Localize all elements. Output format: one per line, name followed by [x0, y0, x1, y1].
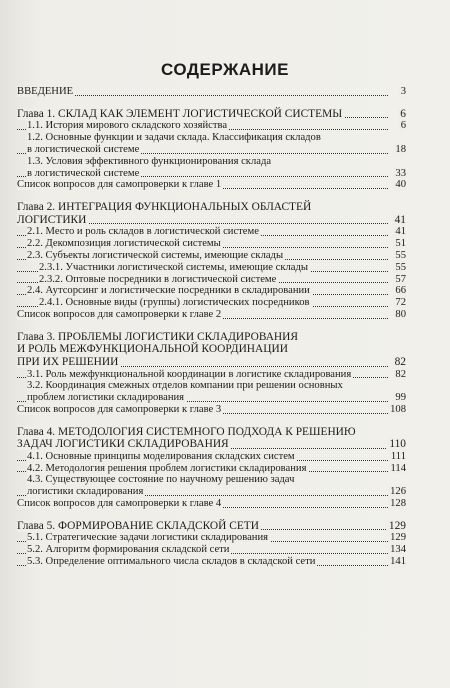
toc-entry-text: 4.3. Существующее состояние по научному решению задач [27, 474, 295, 486]
toc-entry-page: 51 [395, 238, 406, 250]
toc-entry-text: Список вопросов для самопроверки к главе 3 [17, 403, 222, 415]
toc-entry-text: 4.1. Основные принципы моделирования складских систем [27, 450, 295, 462]
toc-entry [17, 486, 406, 498]
toc-entry-page: 111 [390, 450, 406, 462]
toc-entry-page: 108 [390, 403, 406, 415]
toc-entry-page: 40 [395, 179, 406, 191]
toc-entry-text: 2.3. Субъекты логистической системы, имеющие склады [27, 249, 284, 261]
chapter-heading [17, 108, 406, 121]
toc-entry-page: 18 [395, 143, 406, 155]
toc-entry-text: 1.2. Основные функции и задачи склада. Классификация складов [27, 132, 321, 144]
toc-entry [17, 250, 406, 262]
toc-entry-text: ПРИ ИХ РЕШЕНИИ [17, 355, 119, 368]
toc-entry-text: 5.2. Алгоритм формирования складской сети [27, 544, 230, 556]
toc-entry-page: 41 [394, 213, 406, 226]
toc-entry-page: 134 [390, 544, 406, 556]
toc-entry-page: 55 [395, 261, 406, 273]
toc-entry-page: 110 [389, 438, 406, 451]
toc-entry-page: 141 [390, 556, 406, 568]
toc-entry-text: 5.3. Определение оптимального числа складов в складской сети [27, 556, 316, 568]
toc-entry [17, 369, 406, 381]
toc-entry [17, 544, 406, 556]
toc-entry-text: проблем логистики складирования [27, 392, 185, 404]
toc-entry-text: ВВЕДЕНИЕ [17, 86, 74, 97]
toc-entry [17, 226, 406, 238]
toc-entry-text: 5.1. Стратегические задачи логистики складирования [27, 532, 268, 544]
chapter-heading [17, 214, 406, 227]
toc-entry-text: логистики складирования [27, 486, 144, 498]
toc-entry [17, 120, 406, 132]
toc-entry [17, 392, 406, 404]
toc-entry-text: в логистической системе [27, 167, 140, 179]
toc-entry-text: Список вопросов для самопроверки к главе 4 [17, 498, 222, 510]
toc-entry-text: 2.4. Аутсорсинг и логистические посредники в складировании [27, 285, 310, 297]
toc-entry-page: 3 [400, 86, 406, 97]
toc-entry [17, 297, 406, 309]
toc-entry-page: 128 [390, 498, 406, 510]
chapter-heading [17, 331, 406, 344]
chapter-heading [17, 201, 406, 214]
toc-entry-text: 2.4.1. Основные виды (группы) логистических посредников [39, 297, 310, 309]
toc-entry [17, 179, 406, 191]
toc-entry [17, 144, 406, 156]
toc-entry [17, 168, 406, 180]
chapter-heading [17, 520, 406, 533]
toc-entry-page: 126 [390, 486, 406, 498]
chapter-block [17, 331, 406, 416]
chapter-block [17, 201, 406, 321]
toc-entry-page: 99 [395, 392, 406, 404]
toc-entry [17, 285, 406, 297]
toc-entry-text: 3.1. Роль межфункциональной координации в логистике складирования [27, 368, 352, 380]
toc-entry [17, 404, 406, 416]
toc-entry-text: Список вопросов для самопроверки к главе 1 [17, 179, 222, 191]
toc-entry-text: 2.1. Место и роль складов в логистической системе [27, 226, 259, 238]
toc-entry [17, 156, 406, 168]
chapter-heading [17, 356, 406, 369]
toc-entry-text: Глава 3. ПРОБЛЕМЫ ЛОГИСТИКИ СКЛАДИРОВАНИЯ [17, 330, 298, 343]
toc-entry-text: 2.3.2. Оптовые посредники в логистической системе [39, 273, 277, 285]
chapter-block [17, 426, 406, 510]
page-title: СОДЕРЖАНИЕ [161, 60, 289, 79]
toc-entry [17, 474, 406, 486]
toc-entry-text: Глава 4. МЕТОДОЛОГИЯ СИСТЕМНОГО ПОДХОДА К РЕШЕНИЮ [17, 425, 356, 438]
toc-entry [17, 451, 406, 463]
toc-entry-page: 33 [395, 167, 406, 179]
toc-entry-page: 114 [390, 462, 406, 474]
toc-entry-text: 2.2. Декомпозиция логистической системы [27, 238, 221, 250]
toc-entry-page: 6 [400, 120, 406, 132]
toc-entry-text: 1.1. История мирового складского хозяйства [27, 120, 228, 132]
toc-entry [17, 309, 406, 321]
toc-entry [17, 262, 406, 274]
toc-entry [17, 380, 406, 392]
toc-entry-text: 1.3. Условия эффективного функционирования склада [27, 155, 272, 167]
chapter-heading [17, 426, 406, 439]
toc-entry-page: 129 [390, 532, 406, 544]
toc-entry-page: 41 [395, 226, 406, 238]
chapter-block [17, 108, 406, 191]
toc-entry-text: Список вопросов для самопроверки к главе 2 [17, 308, 222, 320]
toc-entry [17, 132, 406, 144]
toc-entry-page: 6 [400, 107, 406, 120]
toc-entry-text: ЛОГИСТИКИ [17, 213, 87, 226]
toc-entry-page: 82 [394, 355, 406, 368]
chapter-block [17, 520, 406, 568]
toc-entry-page: 55 [395, 249, 406, 261]
table-of-contents [17, 86, 406, 568]
toc-entry-text: Глава 2. ИНТЕГРАЦИЯ ФУНКЦИОНАЛЬНЫХ ОБЛАСТЕЙ [17, 201, 312, 214]
chapter-heading [17, 343, 406, 356]
toc-entry-page: 82 [395, 368, 406, 380]
toc-entry-text: в логистической системе [27, 143, 140, 155]
toc-entry-text: Глава 1. СКЛАД КАК ЭЛЕМЕНТ ЛОГИСТИЧЕСКОЙ СИСТЕМЫ [17, 107, 343, 120]
toc-entry-page: 66 [395, 285, 406, 297]
toc-entry [17, 238, 406, 250]
toc-entry-page: 129 [388, 519, 406, 532]
toc-entry [17, 556, 406, 568]
toc-entry-page: 57 [395, 273, 406, 285]
chapter-heading [17, 438, 406, 451]
toc-entry-intro [17, 86, 406, 98]
toc-entry [17, 463, 406, 475]
toc-entry-text: 2.3.1. Участники логистической системы, имеющие склады [39, 261, 309, 273]
toc-entry [17, 274, 406, 286]
toc-entry-text: 3.2. Координация смежных отделов компании при решении основных [27, 380, 343, 392]
toc-entry-page: 72 [395, 297, 406, 309]
toc-entry-text: И РОЛЬ МЕЖФУНКЦИОНАЛЬНОЙ КООРДИНАЦИИ [17, 343, 288, 356]
toc-entry-page: 80 [395, 308, 406, 320]
toc-entry [17, 532, 406, 544]
toc-entry-text: 4.2. Методология решения проблем логистики складирования [27, 462, 307, 474]
toc-entry-text: Глава 5. ФОРМИРОВАНИЕ СКЛАДСКОЙ СЕТИ [17, 519, 259, 532]
toc-entry [17, 498, 406, 510]
toc-entry-text: ЗАДАЧ ЛОГИСТИКИ СКЛАДИРОВАНИЯ [17, 438, 229, 451]
